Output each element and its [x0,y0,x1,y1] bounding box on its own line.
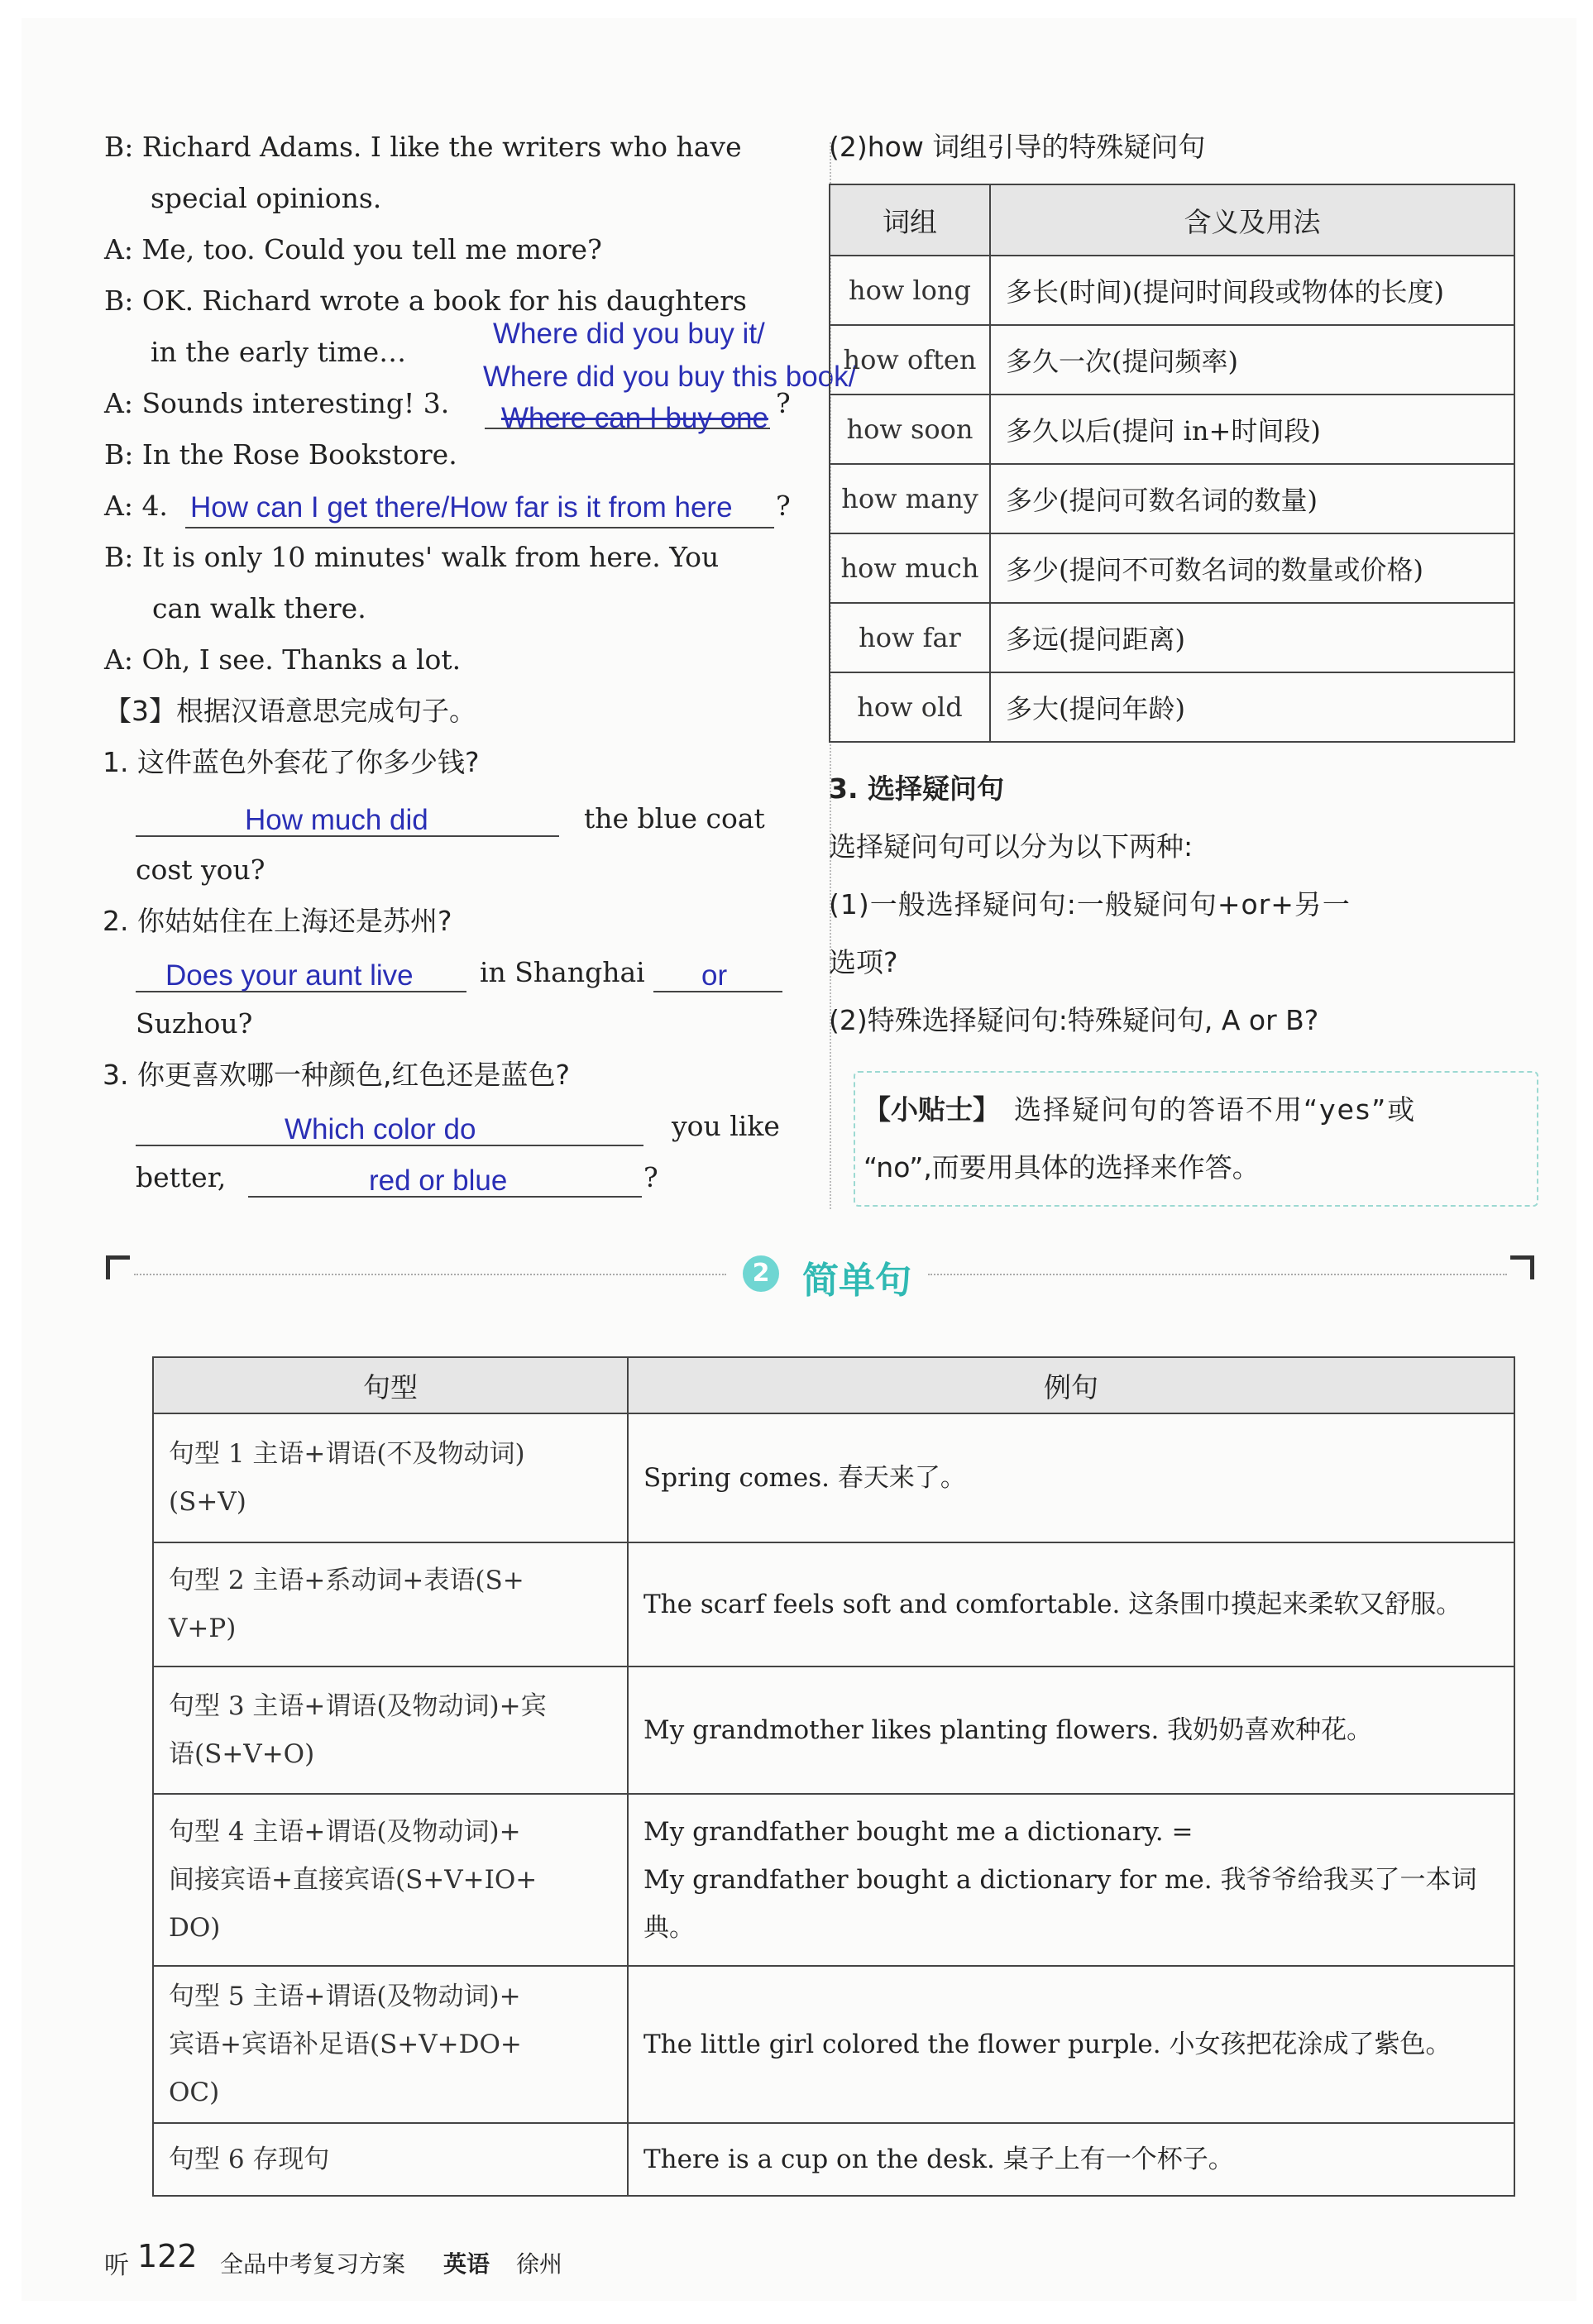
tip-text: “no”,而要用具体的选择来作答。 [863,1151,1260,1184]
example-line: There is a cup on the desk. 桌子上有一个杯子。 [643,2145,1234,2174]
example-line: My grandmother likes planting flowers. 我奶奶喜欢种花。 [643,1715,1373,1745]
table-row [830,464,1514,533]
q1-chinese: 1. 这件蓝色外套花了你多少钱? [103,746,480,778]
sentence-pattern [153,1413,628,1542]
pattern-line: 句型 1 主语+谓语(不及物动词) [169,1439,525,1469]
pattern-line: 句型 4 主语+谓语(及物动词)+ [169,1817,521,1847]
dialogue-line: B: In the Rose Bookstore. [104,438,457,471]
example-line: Spring comes. 春天来了。 [643,1463,966,1493]
book-title: 全品中考复习方案 [220,2250,406,2278]
how-phrase: how long [830,256,990,325]
section-3-title: 【3】根据汉语意思完成句子。 [104,695,476,727]
how-phrase: how old [830,672,990,742]
how-meaning: 多少(提问可数名词的数量) [990,464,1514,533]
q1-end: cost you? [136,854,266,886]
answer-3-line3: Where can I buy one [501,402,768,434]
how-meaning: 多久一次(提问频率) [990,325,1514,395]
pattern-line: 句型 6 存现句 [169,2145,330,2174]
sentence-pattern [153,1666,628,1794]
example-line: My grandfather bought me a dictionary. = [643,1817,1194,1847]
choice-paragraph: (1)一般选择疑问句:一般疑问句+or+另一 [829,888,1351,921]
pattern-line: 句型 3 主语+谓语(及物动词)+宾 [169,1691,547,1721]
table-row [830,672,1514,742]
table-row [830,533,1514,603]
table-row [153,2123,1514,2196]
q1-rest: the blue coat [584,802,765,834]
q3-mid: you like [672,1110,780,1142]
pattern-line: 间接宾语+直接宾语(S+V+IO+ [169,1865,538,1895]
how-meaning: 多长(时间)(提问时间段或物体的长度) [990,256,1514,325]
example-sentence [628,1542,1514,1666]
corner-mark-right [1510,1255,1534,1279]
dialogue-line: B: It is only 10 minutes' walk from here. You [104,541,720,573]
question-mark: ? [776,387,791,419]
how-meaning: 多大(提问年龄) [990,672,1514,742]
dialogue-line: A: Oh, I see. Thanks a lot. [104,643,462,676]
how-title: (2)how 词组引导的特殊疑问句 [829,131,1206,163]
footer-listen: 听 [104,2251,129,2280]
q2-answer-1: Does your aunt live [165,959,414,992]
how-phrase: how much [830,533,990,603]
q3-answer-2: red or blue [369,1164,508,1197]
how-table-header: 含义及用法 [990,184,1514,256]
subject: 英语 [443,2250,490,2278]
dialogue-line: B: Richard Adams. I like the writers who have [104,131,742,163]
pattern-line: (S+V) [169,1487,246,1517]
answer-blank-4 [185,527,774,528]
q3-chinese: 3. 你更喜欢哪一种颜色,红色还是蓝色? [103,1059,570,1091]
section-number: 2 [743,1255,779,1292]
pattern-line: 句型 2 主语+系动词+表语(S+ [169,1566,524,1595]
example-sentence [628,1966,1514,2123]
how-phrase: how many [830,464,990,533]
sentence-table-header: 句型 [153,1357,628,1413]
q1-answer: How much did [245,804,428,836]
choice-title: 3. 选择疑问句 [829,772,1004,805]
tip-box [854,1071,1538,1207]
q3-end: ? [643,1161,658,1193]
answer-3-line2: Where did you buy this book/ [483,361,857,393]
dialogue-line: in the early time… [151,336,407,368]
pattern-line: DO) [169,1913,221,1943]
dialogue-line: can walk there. [152,592,366,624]
table-row [830,325,1514,395]
corner-mark-left [106,1255,130,1279]
example-line: The little girl colored the flower purple. 小女孩把花涂成了紫色。 [643,2030,1452,2059]
table-row [153,1413,1514,1542]
table-row [153,1542,1514,1666]
simple-sentence-table [152,1356,1515,2197]
example-sentence [628,1794,1514,1966]
pattern-line: 宾语+宾语补足语(S+V+DO+ [169,2030,522,2059]
example-sentence [628,1413,1514,1542]
example-line: My grandfather bought a dictionary for me. 我爷爷给我买了一本词典。 [643,1865,1477,1943]
table-row [153,1966,1514,2123]
choice-paragraph: 选择疑问句可以分为以下两种: [829,830,1194,863]
sentence-pattern [153,1966,628,2123]
dialogue-line: B: OK. Richard wrote a book for his daughters [104,285,747,317]
table-row [830,395,1514,464]
q2-end: Suzhou? [136,1007,253,1040]
dialogue-line: A: Me, too. Could you tell me more? [104,233,602,265]
page [22,18,1576,2301]
page-number: 122 [137,2238,198,2274]
how-phrase: how far [830,603,990,672]
q2-answer-2: or [701,959,728,992]
q3-prefix: better, [136,1161,227,1193]
pattern-line: 句型 5 主语+谓语(及物动词)+ [169,1982,521,2011]
sentence-table-header: 例句 [628,1357,1514,1413]
tip-text: 选择疑问句的答语不用“yes”或 [1014,1093,1417,1126]
sentence-pattern [153,1794,628,1966]
pattern-line: 语(S+V+O) [169,1739,315,1769]
how-phrase: how soon [830,395,990,464]
answer-3-line1: Where did you buy it/ [493,318,765,350]
how-meaning: 多久以后(提问 in+时间段) [990,395,1514,464]
how-table-header: 词组 [830,184,990,256]
dialogue-line: A: Sounds interesting! 3. [104,387,450,419]
how-phrase: how often [830,325,990,395]
q2-mid: in Shanghai [480,956,645,988]
section-title: 简单句 [802,1260,911,1302]
sentence-pattern [153,1542,628,1666]
dialogue-line: A: 4. [104,490,168,522]
choice-paragraph: 选项? [829,946,898,978]
answer-4: How can I get there/How far is it from here [190,491,733,524]
sentence-pattern [153,2123,628,2196]
table-row [153,1794,1514,1966]
how-meaning: 多远(提问距离) [990,603,1514,672]
how-meaning: 多少(提问不可数名词的数量或价格) [990,533,1514,603]
how-table [829,184,1515,743]
table-row [153,1666,1514,1794]
example-sentence [628,1666,1514,1794]
example-sentence [628,2123,1514,2196]
table-row [830,603,1514,672]
tip-label: 【小贴士】 [863,1093,1000,1126]
pattern-line: OC) [169,2078,220,2107]
choice-paragraph: (2)特殊选择疑问句:特殊疑问句, A or B? [829,1004,1319,1036]
q2-chinese: 2. 你姑姑住在上海还是苏州? [103,905,452,937]
header-dotted-line [134,1274,726,1275]
question-mark: ? [776,490,791,522]
table-row [830,256,1514,325]
example-line: The scarf feels soft and comfortable. 这条围巾摸起来柔软又舒服。 [643,1590,1462,1619]
q3-answer-1: Which color do [285,1113,476,1145]
header-dotted-line [928,1274,1507,1275]
pattern-line: V+P) [169,1614,237,1643]
region: 徐州 [516,2250,563,2278]
dialogue-line: special opinions. [151,182,382,214]
